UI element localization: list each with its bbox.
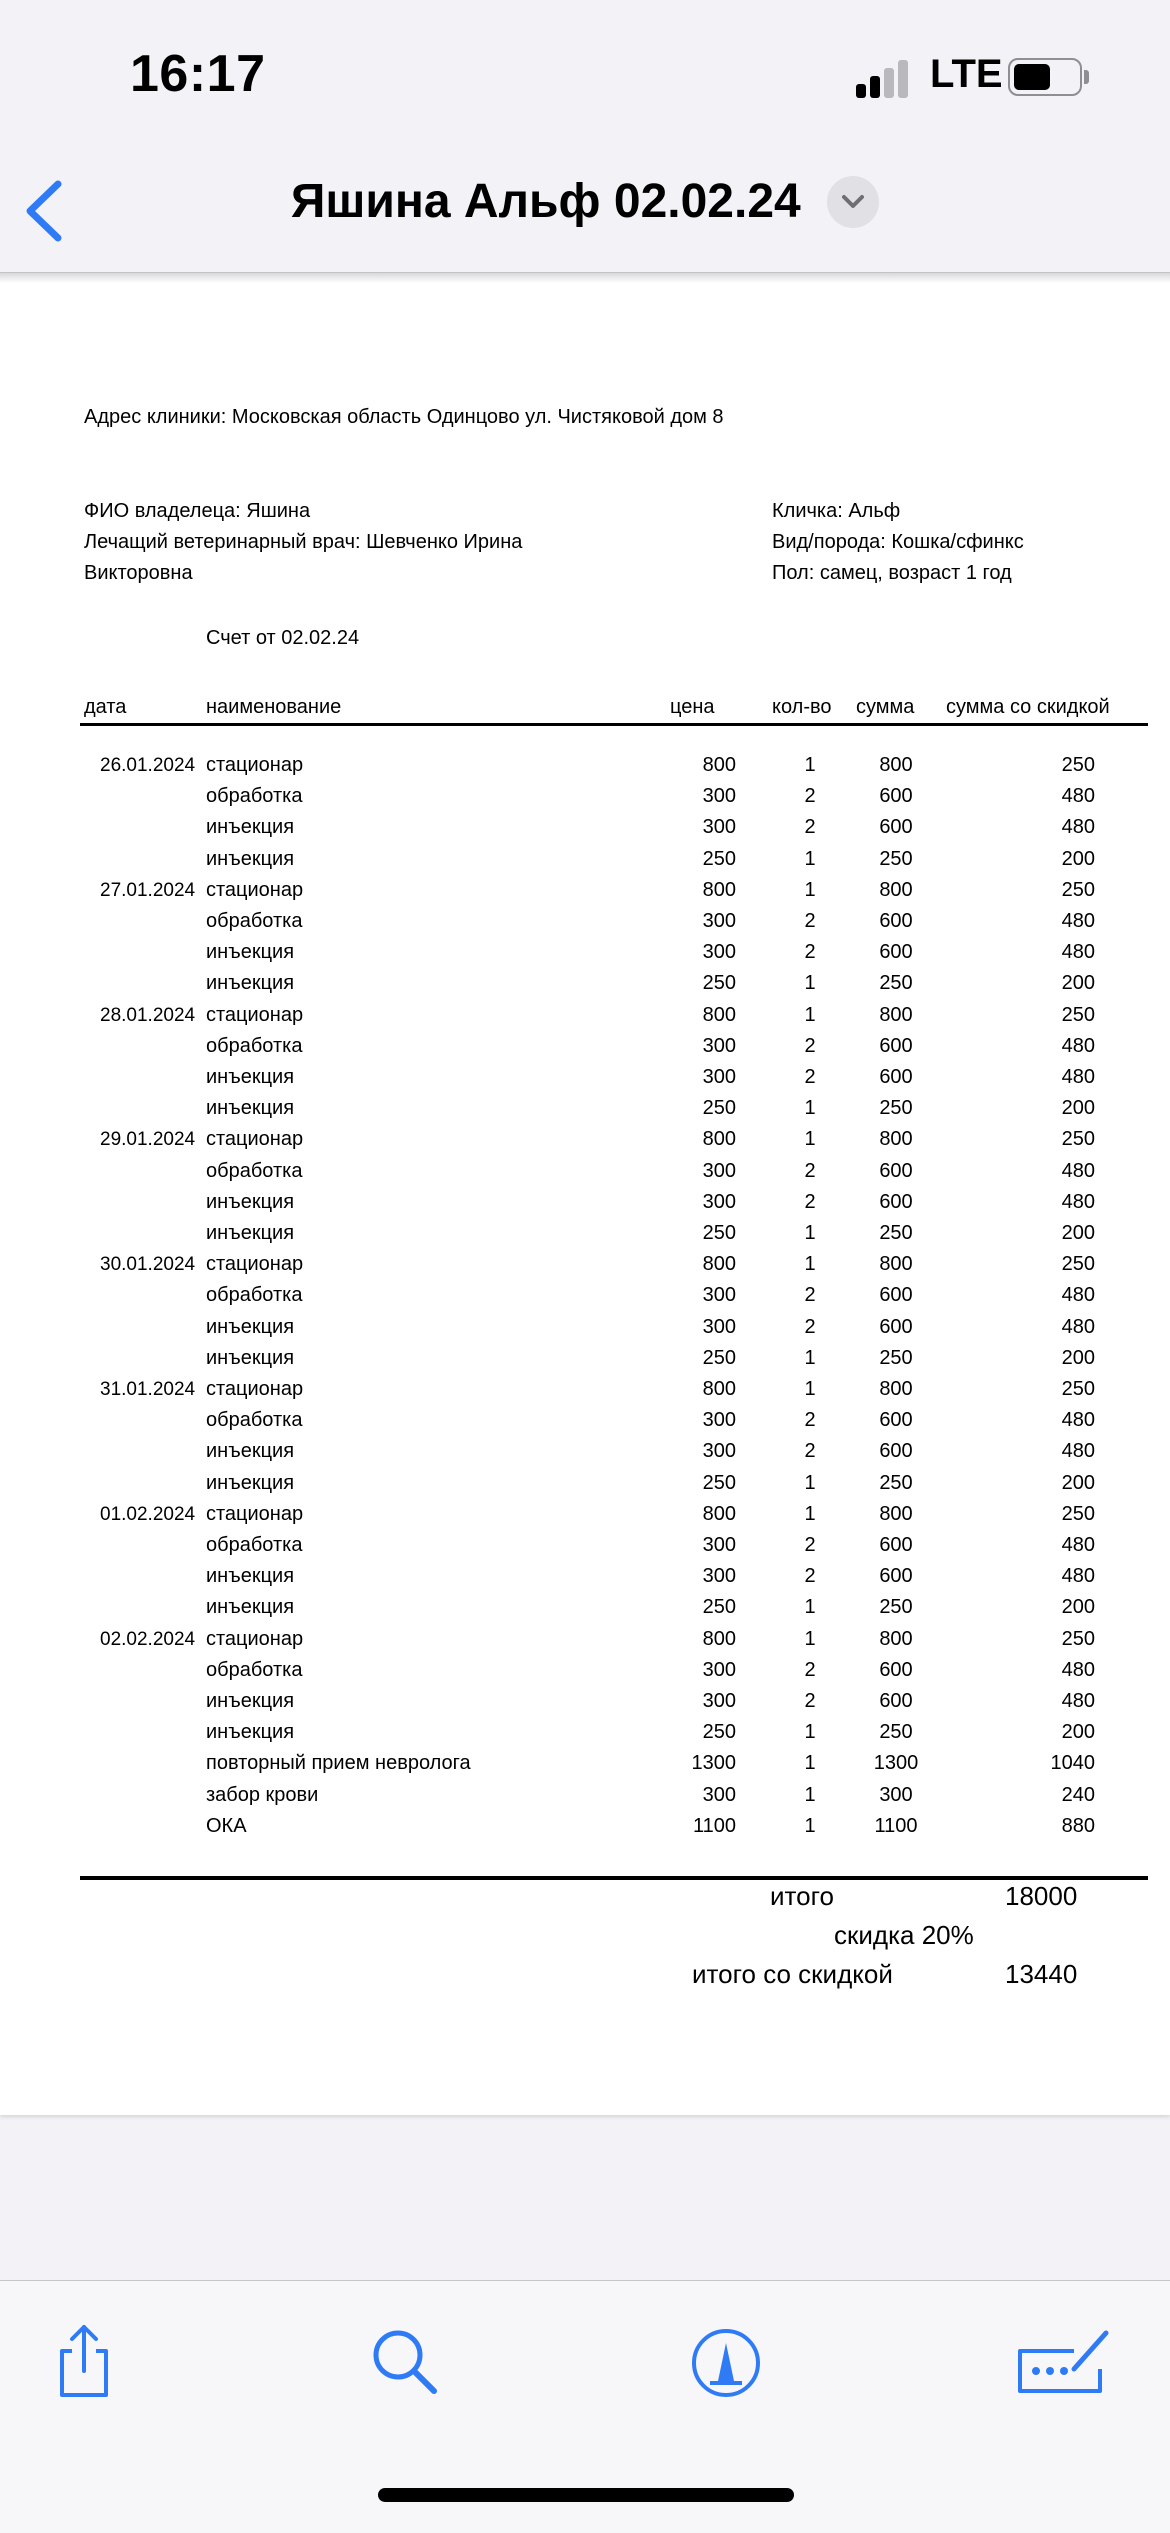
cell-sum: 600 (879, 1409, 913, 1432)
cell-price: 300 (702, 785, 736, 808)
cell-discount-sum: 480 (1061, 1284, 1095, 1307)
cell-service: обработка (206, 910, 303, 932)
cell-price: 250 (702, 972, 736, 995)
table-row (0, 1000, 1170, 1031)
cell-discount-sum: 480 (1061, 1440, 1095, 1463)
cell-discount-sum: 480 (1061, 1658, 1095, 1681)
doctor-name: Лечащий ветеринарный врач: Шевченко Ирина (84, 531, 523, 553)
table-row (0, 906, 1170, 937)
discount-label: скидка 20% (834, 1920, 974, 1950)
table-row (0, 1655, 1170, 1686)
cell-sum: 250 (879, 1222, 913, 1244)
cell-service: обработка (206, 1284, 303, 1307)
cell-service: инъекция (206, 972, 295, 995)
cell-price: 300 (702, 1440, 736, 1463)
cell-qty: 1 (804, 1097, 816, 1120)
cell-sum: 600 (879, 1658, 913, 1681)
cell-qty: 1 (804, 1752, 816, 1775)
cell-qty: 1 (804, 754, 816, 776)
cell-service: инъекция (206, 1222, 295, 1244)
cell-qty: 2 (804, 1440, 816, 1463)
table-row (0, 1717, 1170, 1748)
cell-discount-sum: 200 (1061, 1721, 1095, 1744)
cell-sum: 250 (879, 1596, 913, 1619)
cell-qty: 1 (804, 878, 816, 901)
table-row (0, 812, 1170, 843)
col-header-discount-sum: сумма со скидкой (946, 696, 1110, 718)
cell-price: 800 (702, 1128, 736, 1151)
cell-qty: 1 (804, 1502, 816, 1525)
table-row (0, 1468, 1170, 1499)
table-row (0, 1062, 1170, 1093)
cell-price: 800 (702, 1378, 736, 1400)
cell-discount-sum: 880 (1061, 1814, 1095, 1837)
cell-price: 300 (702, 1534, 736, 1556)
cell-sum: 250 (879, 1721, 913, 1744)
cell-price: 300 (702, 1565, 736, 1588)
cell-qty: 2 (804, 1658, 816, 1681)
table-row (0, 1156, 1170, 1187)
table-row (0, 1405, 1170, 1436)
cell-sum: 800 (879, 1502, 913, 1525)
cell-price: 300 (702, 1409, 736, 1432)
cell-qty: 2 (804, 1066, 816, 1088)
cell-service: стационар (206, 1128, 304, 1151)
cell-discount-sum: 250 (1061, 878, 1095, 901)
cell-service: стационар (206, 1003, 304, 1026)
cell-qty: 1 (804, 1222, 816, 1244)
cell-service: инъекция (206, 816, 295, 839)
cell-discount-sum: 480 (1061, 816, 1095, 839)
cell-price: 800 (702, 1627, 736, 1650)
cell-service: инъекция (206, 1440, 295, 1463)
cell-sum: 250 (879, 1471, 913, 1494)
status-bar (0, 0, 1170, 150)
cell-price: 300 (702, 1190, 736, 1213)
cell-service: обработка (206, 1034, 303, 1057)
cell-price: 300 (702, 1690, 736, 1712)
cell-service: инъекция (206, 1690, 295, 1712)
cell-price: 300 (702, 1034, 736, 1057)
cell-discount-sum: 480 (1061, 1315, 1095, 1338)
cell-discount-sum: 1040 (1050, 1752, 1095, 1775)
clinic-address: Адрес клиники: Московская область Одинцово ул. Чистяковой дом 8 (84, 406, 724, 428)
cell-service: стационар (206, 1502, 304, 1525)
cell-date: 28.01.2024 (100, 1004, 196, 1026)
table-row (0, 1124, 1170, 1155)
cell-service: инъекция (206, 847, 295, 870)
cell-service: повторный прием невролога (206, 1752, 471, 1775)
cellular-signal-icon (856, 58, 912, 98)
cell-service: обработка (206, 1409, 303, 1432)
table-row (0, 1312, 1170, 1343)
cell-discount-sum: 200 (1061, 1222, 1095, 1244)
cell-qty: 1 (804, 1003, 816, 1026)
cell-discount-sum: 480 (1061, 1159, 1095, 1182)
search-button[interactable] (364, 2321, 444, 2401)
cell-date: 26.01.2024 (100, 755, 196, 776)
total-value: 18000 (1005, 1881, 1078, 1911)
cell-service: обработка (206, 1534, 303, 1556)
cell-discount-sum: 480 (1061, 941, 1095, 964)
cell-price: 300 (702, 1315, 736, 1338)
cell-price: 300 (702, 1159, 736, 1182)
cell-sum: 600 (879, 1159, 913, 1182)
cell-qty: 1 (804, 1814, 816, 1837)
cell-sum: 600 (879, 910, 913, 932)
cell-discount-sum: 250 (1061, 754, 1095, 776)
cell-sum: 600 (879, 941, 913, 964)
cell-price: 250 (702, 1471, 736, 1494)
table-row (0, 1093, 1170, 1124)
cell-sum: 600 (879, 816, 913, 839)
cell-service: инъекция (206, 1565, 295, 1588)
cell-date: 27.01.2024 (100, 879, 196, 901)
cell-service: инъекция (206, 1190, 295, 1213)
cell-qty: 2 (804, 1534, 816, 1556)
cell-qty: 2 (804, 941, 816, 964)
cell-sum: 300 (879, 1783, 913, 1806)
cell-discount-sum: 480 (1061, 1066, 1095, 1088)
cell-price: 1300 (691, 1752, 736, 1775)
cell-service: инъекция (206, 1471, 295, 1494)
chevron-down-icon (841, 192, 865, 212)
table-row (0, 1436, 1170, 1467)
cell-qty: 2 (804, 1190, 816, 1213)
cell-qty: 1 (804, 1253, 816, 1276)
cell-sum: 800 (879, 1627, 913, 1650)
cell-sum: 250 (879, 1097, 913, 1120)
cell-qty: 1 (804, 1128, 816, 1151)
pet-sex-age: Пол: самец, возраст 1 год (772, 562, 1012, 584)
cell-qty: 2 (804, 1284, 816, 1307)
cell-discount-sum: 480 (1061, 785, 1095, 808)
cell-discount-sum: 480 (1061, 1565, 1095, 1588)
cell-date: 29.01.2024 (100, 1129, 196, 1151)
table-row (0, 844, 1170, 875)
cell-service: инъекция (206, 941, 295, 964)
cell-sum: 800 (879, 1003, 913, 1026)
col-header-date: дата (84, 696, 127, 718)
cell-service: стационар (206, 1627, 304, 1650)
col-header-sum: сумма (856, 696, 915, 718)
cell-qty: 1 (804, 847, 816, 870)
cell-price: 250 (702, 1346, 736, 1369)
document-page (0, 273, 1170, 2115)
cell-qty: 1 (804, 1596, 816, 1619)
cell-price: 300 (702, 941, 736, 964)
cell-sum: 250 (879, 847, 913, 870)
search-icon (364, 2321, 444, 2401)
cell-discount-sum: 480 (1061, 1034, 1095, 1057)
cell-discount-sum: 200 (1061, 1346, 1095, 1369)
cell-sum: 600 (879, 1284, 913, 1307)
cell-price: 800 (702, 1502, 736, 1525)
cell-sum: 1300 (873, 1752, 919, 1775)
table-row (0, 1561, 1170, 1592)
cell-discount-sum: 250 (1061, 1627, 1095, 1650)
col-header-qty: кол-во (772, 696, 832, 718)
cell-price: 800 (702, 1003, 736, 1026)
cell-qty: 1 (804, 972, 816, 995)
cell-qty: 2 (804, 785, 816, 808)
total-divider (80, 1876, 1148, 1880)
cell-price: 800 (702, 754, 736, 776)
fill-and-sign-button[interactable] (1014, 2321, 1114, 2401)
markup-icon (686, 2321, 766, 2401)
cell-sum: 800 (879, 878, 913, 901)
cell-service: стационар (206, 754, 304, 776)
table-row (0, 1811, 1170, 1842)
table-row (0, 1218, 1170, 1249)
cell-discount-sum: 250 (1061, 1502, 1095, 1525)
cell-discount-sum: 250 (1061, 1253, 1095, 1276)
cell-sum: 250 (879, 1346, 913, 1369)
cell-sum: 600 (879, 1315, 913, 1338)
cell-discount-sum: 200 (1061, 1596, 1095, 1619)
cell-discount-sum: 200 (1061, 847, 1095, 870)
cell-qty: 1 (804, 1721, 816, 1744)
cell-price: 250 (702, 1222, 736, 1244)
cell-sum: 600 (879, 785, 913, 808)
cell-service: инъекция (206, 1721, 295, 1744)
cell-qty: 1 (804, 1783, 816, 1806)
table-row (0, 1530, 1170, 1561)
cell-sum: 800 (879, 754, 913, 776)
cell-discount-sum: 480 (1061, 1409, 1095, 1432)
cell-discount-sum: 250 (1061, 1378, 1095, 1400)
table-row (0, 781, 1170, 812)
cell-service: стационар (206, 1378, 304, 1400)
table-row (0, 1780, 1170, 1811)
cell-sum: 600 (879, 1034, 913, 1057)
cell-service: ОКА (206, 1814, 247, 1837)
cell-qty: 2 (804, 1690, 816, 1712)
doctor-name-cont: Викторовна (84, 562, 193, 584)
pet-name: Кличка: Альф (772, 500, 901, 522)
cell-qty: 2 (804, 1159, 816, 1182)
table-row (0, 1031, 1170, 1062)
cell-price: 1100 (692, 1814, 736, 1837)
status-time: 16:17 (130, 45, 266, 103)
cell-sum: 600 (879, 1534, 913, 1556)
table-row (0, 937, 1170, 968)
table-row (0, 1592, 1170, 1623)
cell-discount-sum: 200 (1061, 1471, 1095, 1494)
cell-qty: 2 (804, 1565, 816, 1588)
cell-sum: 250 (879, 972, 913, 995)
cell-price: 800 (702, 878, 736, 901)
title-menu-button[interactable] (827, 176, 879, 228)
share-icon (44, 2321, 124, 2401)
table-row (0, 1343, 1170, 1374)
cell-discount-sum: 480 (1061, 910, 1095, 932)
cell-price: 300 (702, 816, 736, 839)
cell-qty: 2 (804, 816, 816, 839)
cell-price: 300 (702, 1783, 736, 1806)
cell-qty: 2 (804, 910, 816, 932)
cell-service: стационар (206, 878, 304, 901)
table-row (0, 1280, 1170, 1311)
cell-price: 250 (702, 847, 736, 870)
cell-sum: 600 (879, 1066, 913, 1088)
pet-species: Вид/порода: Кошка/сфинкс (772, 531, 1024, 553)
navigation-bar (0, 150, 1170, 273)
cell-discount-sum: 250 (1061, 1128, 1095, 1151)
col-header-name: наименование (206, 696, 342, 718)
cell-sum: 800 (879, 1253, 913, 1276)
form-fill-icon (1014, 2321, 1114, 2401)
cell-discount-sum: 480 (1061, 1190, 1095, 1213)
cell-date: 30.01.2024 (100, 1254, 196, 1276)
invoice-title: Счет от 02.02.24 (206, 627, 360, 649)
cell-sum: 800 (879, 1128, 913, 1151)
table-row (0, 875, 1170, 906)
cell-qty: 2 (804, 1315, 816, 1338)
cell-sum: 800 (879, 1378, 913, 1400)
cell-qty: 1 (804, 1627, 816, 1650)
battery-icon (1008, 58, 1084, 96)
cell-date: 31.01.2024 (100, 1379, 196, 1400)
cell-qty: 1 (804, 1346, 816, 1369)
total-label: итого (770, 1881, 834, 1911)
cell-date: 02.02.2024 (100, 1628, 196, 1650)
table-row (0, 750, 1170, 781)
cell-qty: 2 (804, 1034, 816, 1057)
cell-service: инъекция (206, 1596, 295, 1619)
cell-service: инъекция (206, 1346, 295, 1369)
cell-sum: 600 (879, 1190, 913, 1213)
share-button[interactable] (44, 2321, 124, 2401)
table-row (0, 1686, 1170, 1717)
table-row (0, 968, 1170, 999)
total-discount-label: итого со скидкой (692, 1959, 893, 1989)
page-title: Яшина Альф 02.02.24 (290, 175, 801, 228)
cell-price: 300 (702, 1658, 736, 1681)
cell-qty: 1 (804, 1471, 816, 1494)
markup-button[interactable] (686, 2321, 766, 2401)
cell-price: 250 (702, 1721, 736, 1744)
cell-service: инъекция (206, 1066, 295, 1088)
cell-discount-sum: 480 (1061, 1690, 1095, 1712)
cell-discount-sum: 200 (1061, 972, 1095, 995)
cell-sum: 600 (879, 1440, 913, 1463)
cell-discount-sum: 480 (1061, 1534, 1095, 1556)
table-row (0, 1187, 1170, 1218)
table-row (0, 1748, 1170, 1779)
cell-discount-sum: 240 (1061, 1783, 1095, 1806)
cell-qty: 2 (804, 1409, 816, 1432)
cell-sum: 1100 (874, 1814, 918, 1837)
cell-price: 250 (702, 1596, 736, 1619)
cell-service: обработка (206, 1159, 303, 1182)
cell-qty: 1 (804, 1378, 816, 1400)
cell-price: 800 (702, 1253, 736, 1276)
cell-price: 250 (702, 1097, 736, 1120)
table-row (0, 1249, 1170, 1280)
cell-service: обработка (206, 1658, 303, 1681)
col-header-price: цена (670, 696, 715, 718)
table-row (0, 1499, 1170, 1530)
cell-sum: 600 (879, 1565, 913, 1588)
cell-price: 300 (702, 1066, 736, 1088)
cell-sum: 600 (879, 1690, 913, 1712)
table-row (0, 1374, 1170, 1405)
cell-discount-sum: 200 (1061, 1097, 1095, 1120)
header-divider (80, 723, 1148, 726)
owner-name: ФИО владелеца: Яшина (84, 500, 311, 522)
cell-date: 01.02.2024 (100, 1503, 196, 1525)
cell-service: стационар (206, 1253, 304, 1276)
network-type: LTE (930, 52, 1003, 96)
cell-service: инъекция (206, 1097, 295, 1120)
home-indicator[interactable] (378, 2488, 794, 2502)
table-row (0, 1624, 1170, 1655)
cell-price: 300 (702, 1284, 736, 1307)
cell-service: обработка (206, 785, 303, 808)
cell-discount-sum: 250 (1061, 1003, 1095, 1026)
cell-service: забор крови (206, 1783, 319, 1806)
cell-price: 300 (702, 910, 736, 932)
cell-service: инъекция (206, 1315, 295, 1338)
total-discount-value: 13440 (1005, 1959, 1078, 1989)
